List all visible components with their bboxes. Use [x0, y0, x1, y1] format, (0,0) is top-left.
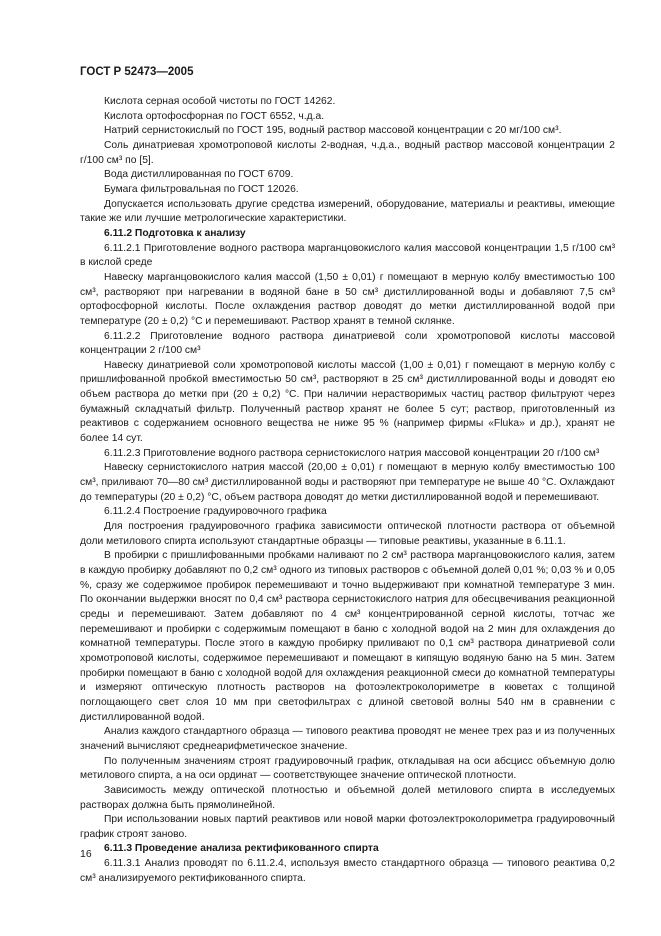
paragraph: Навеску динатриевой соли хромотроповой кислоты массой (1,00 ± 0,01) г помещают в мерную колбу с пришлифованной пробкой вместимостью 50 см³, растворяют в 25 см³ дистиллированной воды и доводят ею объем раствора до метки при (20 ± 0,2) °С. При наличии нерастворимых частиц раствор фильтруют через бумажный складчатый фильтр. Полученный раствор хранят не более 5 сут; раствор, приготовленный из реактивов с содержанием основного вещества не ниже 95 % (например фирмы «Fluka» и др.), хранят не более 14 сут.: [80, 359, 615, 445]
section-heading: 6.11.3 Проведение анализа ректификованного спирта: [104, 843, 379, 855]
paragraph: Кислота ортофосфорная по ГОСТ 6552, ч.д.а.: [104, 110, 325, 122]
subsection-heading: 6.11.2.3 Приготовление водного раствора сернистокислого натрия массовой концентрации 20 г/100 см³: [104, 447, 600, 459]
page-number: 16: [80, 848, 92, 860]
paragraph: По полученным значениям строят градуировочный график, откладывая на оси абсцисс объемную долю метилового спирта, а на оси ординат — соответствующее значение оптической плотности.: [80, 755, 615, 782]
paragraph: Навеску сернистокислого натрия массой (20,00 ± 0,01) г помещают в мерную колбу вместимостью 100 см³, приливают 70—80 см³ дистиллированной воды и растворяют при температуре не выше 40 °С. Охлаждают до температуры (20 ± 0,2) °С, объем раствора доводят до метки дистиллированной водой и перемешивают.: [80, 462, 615, 503]
paragraph: 6.11.3.1 Анализ проводят по 6.11.2.4, используя вместо стандартного образца — типового реактива 0,2 см³ анализируемого ректификованного спирта.: [80, 858, 615, 884]
document-header: ГОСТ Р 52473—2005: [80, 66, 194, 78]
paragraph: Навеску марганцовокислого калия массой (1,50 ± 0,01) г помещают в мерную колбу вместимостью 100 см³, растворяют при нагревании в водяной бане в 50 см³ дистиллированной воды и добавляют 7,5 см³ ортофосфорной кислоты. После охлаждения раствор доводят до метки дистиллированной водой при температуре (20 ± 0,2) °С и перемешивают. Раствор хранят в темной склянке.: [80, 271, 615, 327]
document-body: [80, 95, 615, 886]
paragraph: Кислота серная особой чистоты по ГОСТ 14262.: [104, 96, 336, 107]
subsection-heading: 6.11.2.1 Приготовление водного раствора марганцовокислого калия массовой концентрации 1,5 г/100 см³ в кислой среде: [80, 242, 615, 269]
paragraph: Зависимость между оптической плотностью и объемной долей метилового спирта в исследуемых растворах должна быть прямолинейной.: [80, 784, 615, 811]
section-heading: 6.11.2 Подготовка к анализу: [104, 227, 246, 239]
paragraph: В пробирки с пришлифованными пробками наливают по 2 см³ раствора марганцовокислого калия, затем в каждую пробирку добавляют по 0,2 см³ одного из типовых растворов с объемной долей 0,01 %; 0,03 % и 0,05 %, сразу же содержимое пробирок перемешивают и точно выдерживают при комнатной температуре 3 мин. По окончании выдержки вносят по 0,4 см³ раствора сернистокислого натрия для обесцвечивания реакционной среды и перемешивают. Затем добавляют по 4 см³ концентрированной серной кислоты, тотчас же перемешивают и пробирки с содержимым помещают в баню с холодной водой на 2 мин для охлаждения до комнатной температуры. После этого в каждую пробирку приливают по 0,1 см³ раствора динатриевой соли хромотроповой кислоты, содержимое перемешивают и помещают в кипящую водяную баню на 5 мин. Затем пробирки помещают в баню с холодной водой для охлаждения реакционной смеси до комнатной температуры и измеряют оптическую плотность растворов на фотоэлектроколориметре в кюветах с толщиной поглощающего свет слоя 10 мм при светофильтрах с длиной световой волны 540 нм в сравнении с дистиллированной водой.: [80, 550, 615, 723]
paragraph: Бумага фильтровальная по ГОСТ 12026.: [104, 183, 299, 195]
paragraph: Допускается использовать другие средства измерений, оборудование, материалы и реактивы, имеющие такие же или лучшие метрологические характеристики.: [80, 198, 615, 225]
subsection-heading: 6.11.2.4 Построение градуировочного графика: [104, 506, 327, 518]
paragraph: Соль динатриевая хромотроповой кислоты 2-водная, ч.д.а., водный раствор массовой концентрации 2 г/100 см³ по [5].: [80, 139, 615, 166]
paragraph: При использовании новых партий реактивов или новой марки фотоэлектроколориметра градуировочный график строят заново.: [80, 814, 615, 840]
subsection-heading: 6.11.2.2 Приготовление водного раствора динатриевой соли хромотроповой кислоты массовой концентрации 2 г/100 см³: [80, 330, 615, 357]
paragraph: Анализ каждого стандартного образца — типового реактива проводят не менее трех раз и из полученных значений вычисляют среднеарифметическое значение.: [80, 726, 615, 752]
paragraph: Для построения градуировочного графика зависимости оптической плотности раствора от объемной доли метилового спирта используют стандартные образцы — типовые реактивы, указанные в 6.11.1.: [80, 521, 615, 547]
paragraph: Натрий сернистокислый по ГОСТ 195, водный раствор массовой концентрации с 20 мг/100 см³.: [104, 125, 562, 137]
paragraph: Вода дистиллированная по ГОСТ 6709.: [104, 169, 294, 181]
